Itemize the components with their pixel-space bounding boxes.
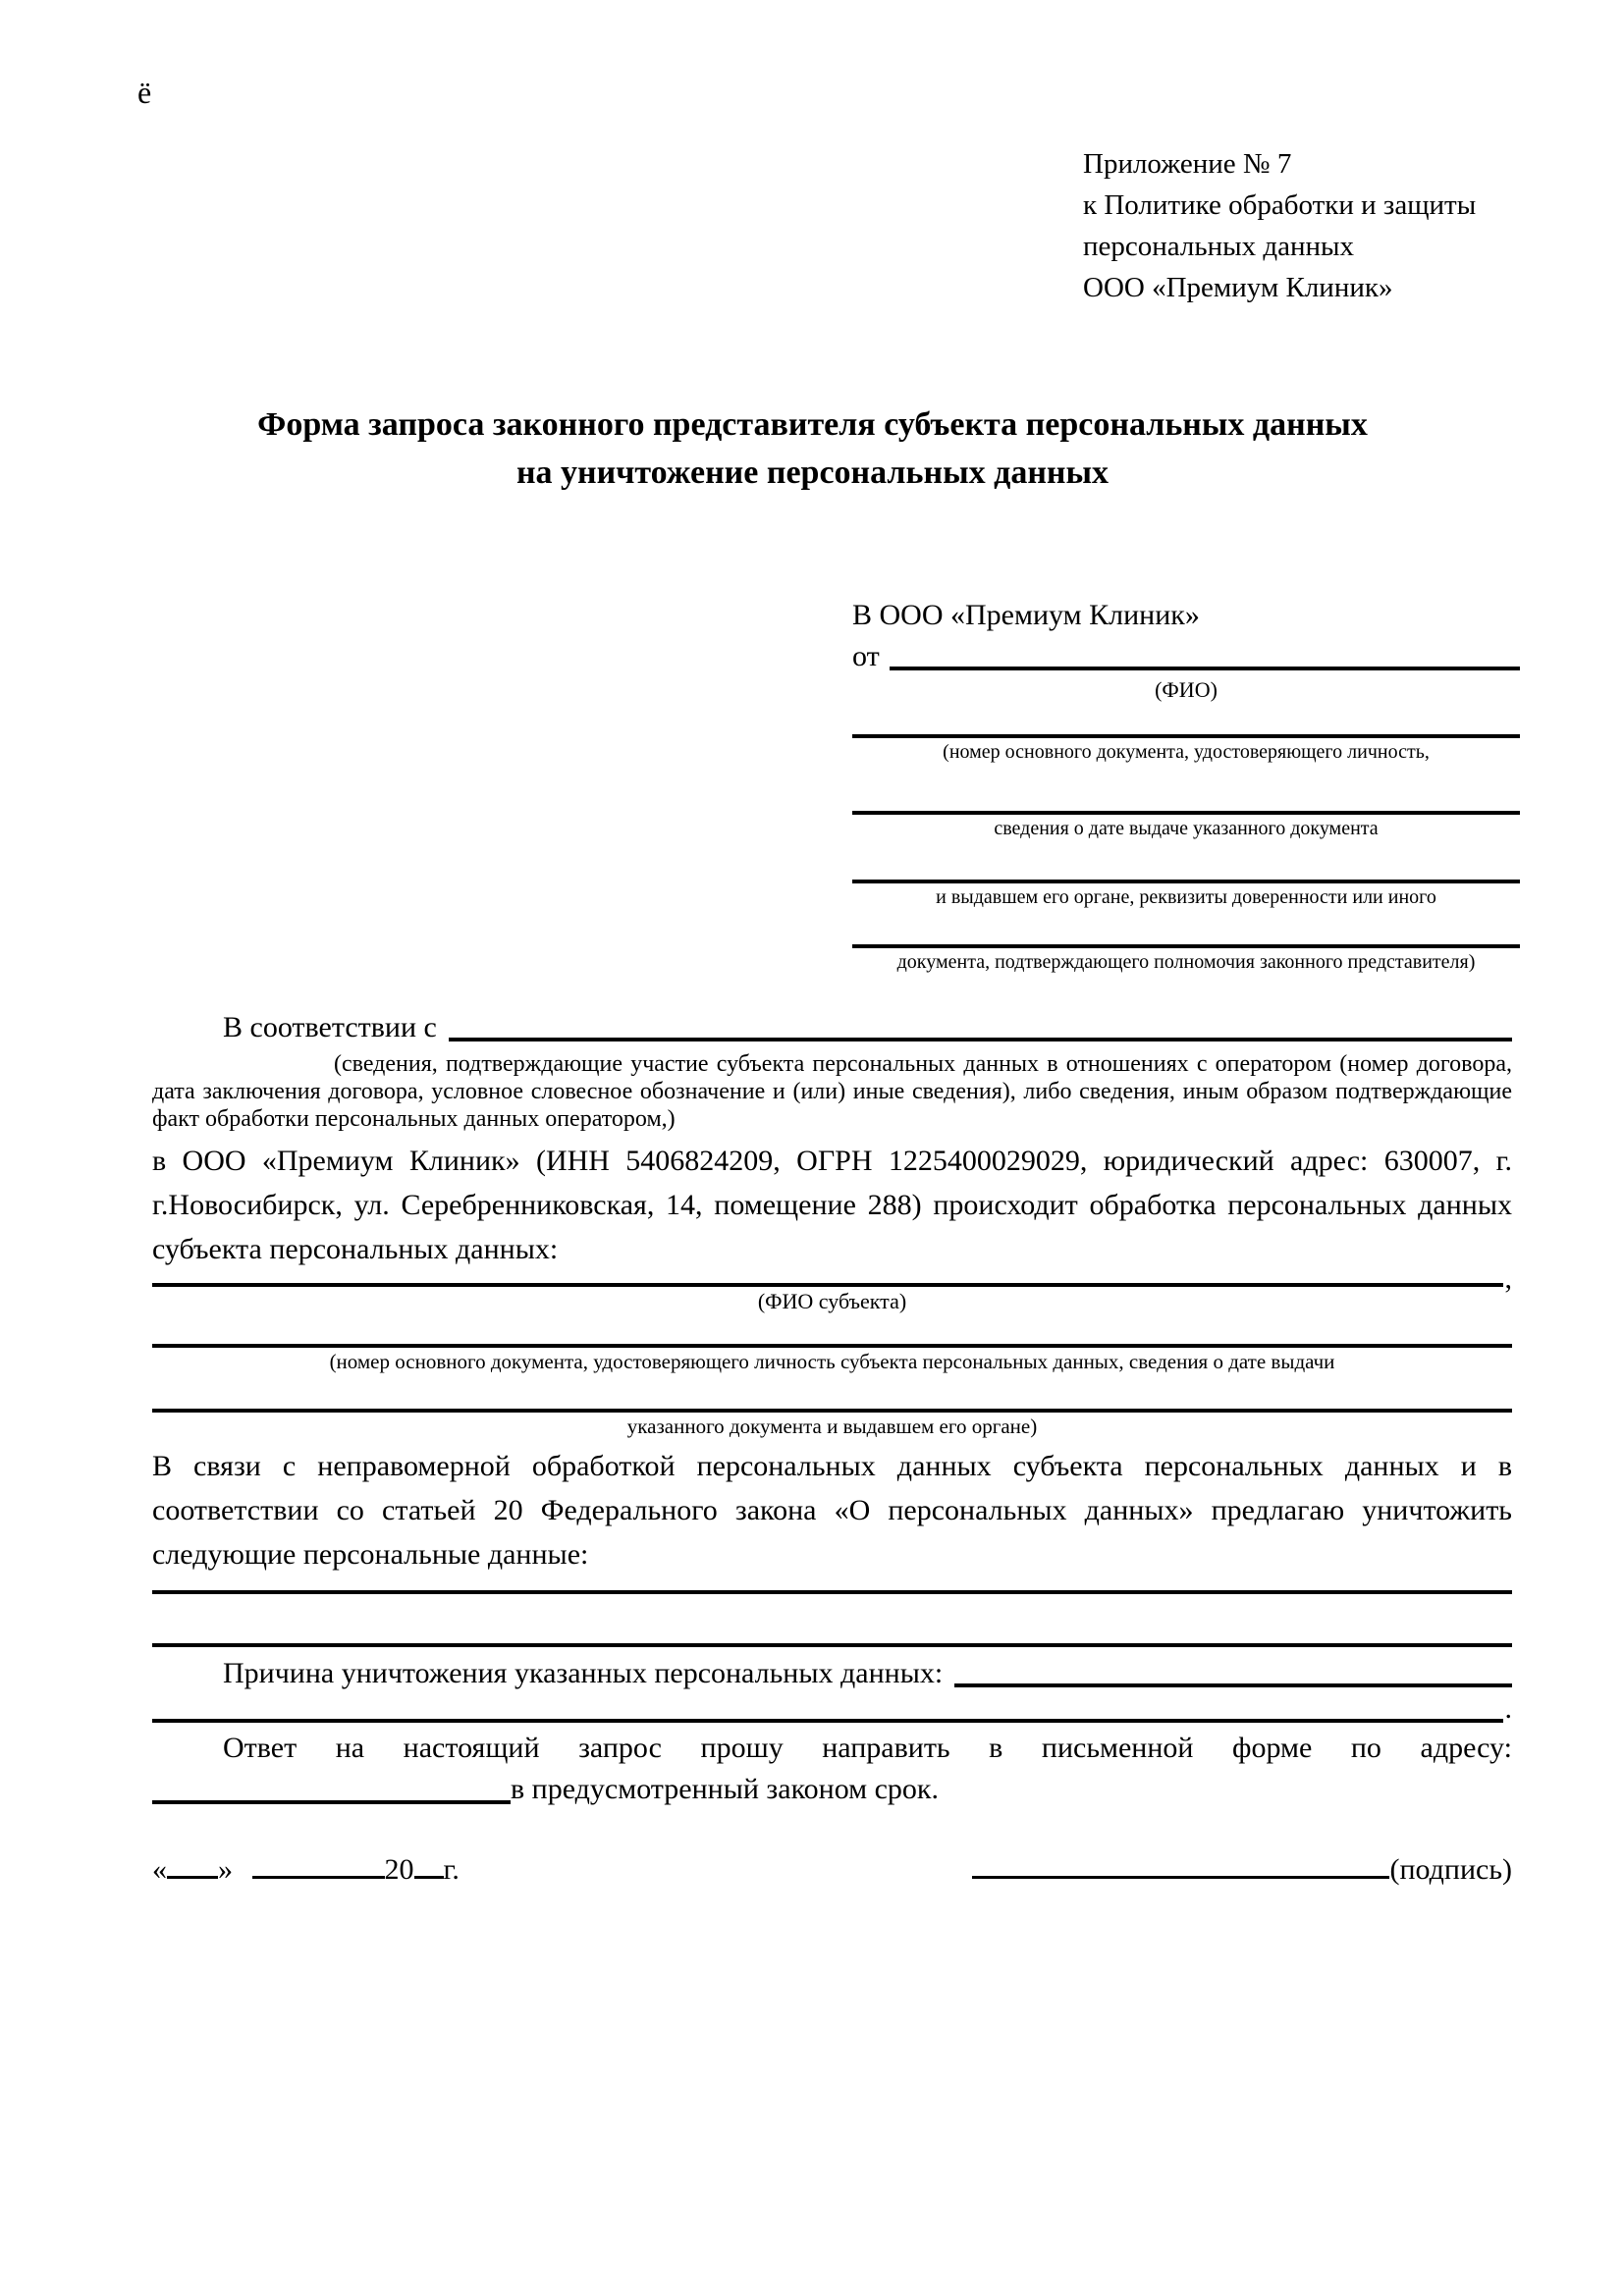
reason-fill-line — [954, 1683, 1512, 1687]
form-title-line-2: на уничтожение персональных данных — [515, 454, 1110, 491]
from-field — [852, 634, 1520, 675]
unlawful-processing-paragraph: В связи с неправомерной обработкой персональных данных субъекта персональных данных и в соответствии со статьей 20 Федерального закона «О персональных данных» предлагаю уничтожить следующие персональные данные: — [152, 1450, 1512, 1571]
date-year-prefix: 20 — [384, 1853, 414, 1886]
representative-doc-blank-line-4 — [852, 909, 1520, 948]
representative-doc-caption-1: (номер основного документа, удостоверяющего личность, — [943, 741, 1430, 763]
appendix-header-line: к Политике обработки и защиты — [1083, 189, 1477, 221]
representative-doc-blank-line-1 — [852, 703, 1520, 738]
appendix-header-line: Приложение № 7 — [1083, 148, 1292, 180]
answer-address-field — [152, 1770, 1512, 1809]
body-section — [152, 1003, 1512, 1809]
addressee-block — [852, 597, 1520, 974]
subject-doc-blank-line-1 — [152, 1314, 1512, 1348]
addressee-organization: В ООО «Премиум Клиник» — [852, 599, 1200, 631]
appendix-header-line: персональных данных — [1083, 231, 1355, 262]
form-title-line-1: Форма запроса законного представителя субъекта персональных данных — [257, 406, 1368, 443]
reason-field — [152, 1651, 1512, 1692]
reason-field-continuation — [152, 1692, 1512, 1726]
signature-line — [972, 1871, 1389, 1879]
subject-doc-caption-1: (номер основного документа, удостоверяющего личность субъекта персональных данных, сведения о дате выдачи — [329, 1350, 1335, 1373]
subject-doc-blank-line-2 — [152, 1373, 1512, 1413]
date-month-line — [252, 1871, 385, 1879]
representative-doc-caption-2: сведения о дате выдаче указанного документа — [994, 818, 1379, 839]
answer-paragraph: Ответ на настоящий запрос прошу направить в письменной форме по адресу: — [223, 1732, 1512, 1764]
subject-fio-fill-line — [152, 1283, 1503, 1287]
operator-paragraph: в ООО «Премиум Клиник» (ИНН 5406824209, ОГРН 1225400029029, юридический адрес: 630007, г. г.Новосибирск, ул. Серебренниковская, 14, помещение 288) происходит обработка персональных данных субъекта персональных данных: — [152, 1145, 1512, 1265]
representative-doc-blank-line-2 — [852, 764, 1520, 815]
representative-doc-caption-4: документа, подтверждающего полномочия законного представителя) — [896, 951, 1476, 973]
date-day-line — [167, 1871, 218, 1879]
appendix-header-line: ООО «Премиум Клиник» — [1083, 272, 1393, 303]
date-year-line — [414, 1871, 444, 1879]
subject-fio-field — [152, 1262, 1512, 1295]
from-fill-line — [890, 667, 1520, 670]
reason-label: Причина уничтожения указанных персональных данных: — [223, 1657, 944, 1689]
data-to-destroy-blank-line-2 — [152, 1594, 1512, 1647]
reason-fill-line-2 — [152, 1719, 1503, 1723]
data-to-destroy-blank-line-1 — [152, 1576, 1512, 1594]
signature-caption: (подпись) — [1389, 1853, 1512, 1886]
fio-caption: (ФИО) — [1155, 677, 1218, 702]
footer-row — [152, 1853, 1512, 1887]
subject-doc-caption-2: указанного документа и выдавшем его органе) — [626, 1415, 1038, 1438]
date-field — [152, 1853, 460, 1887]
answer-tail-text: в предусмотренный законом срок. — [511, 1773, 939, 1805]
appendix-header — [1083, 143, 1476, 308]
trailing-period: . — [1504, 1692, 1512, 1725]
date-open-quote: « — [152, 1853, 167, 1886]
signature-field — [972, 1853, 1512, 1887]
subject-fio-caption: (ФИО субъекта) — [757, 1289, 907, 1313]
accordance-fill-line — [449, 1038, 1512, 1041]
stray-character: ё — [137, 75, 152, 110]
date-close-quote: » — [218, 1853, 233, 1886]
accordance-caption: (сведения, подтверждающие участие субъекта персональных данных в отношениях с оператором (номер договора, дата заключения договора, условное словесное обозначение и (или) иные сведения), либо сведения, иным образом подтверждающие факт обработки персональных данных оператором,) — [152, 1051, 1512, 1132]
answer-address-fill-line — [152, 1800, 511, 1804]
from-label: от — [852, 640, 880, 672]
accordance-label: В соответствии с — [223, 1011, 437, 1043]
accordance-field — [152, 1003, 1512, 1046]
form-title — [133, 400, 1492, 497]
representative-doc-caption-3: и выдавшем его органе, реквизиты доверенности или иного — [936, 886, 1436, 908]
date-year-suffix: г. — [443, 1853, 460, 1886]
trailing-comma: , — [1504, 1262, 1512, 1295]
representative-doc-blank-line-3 — [852, 840, 1520, 883]
